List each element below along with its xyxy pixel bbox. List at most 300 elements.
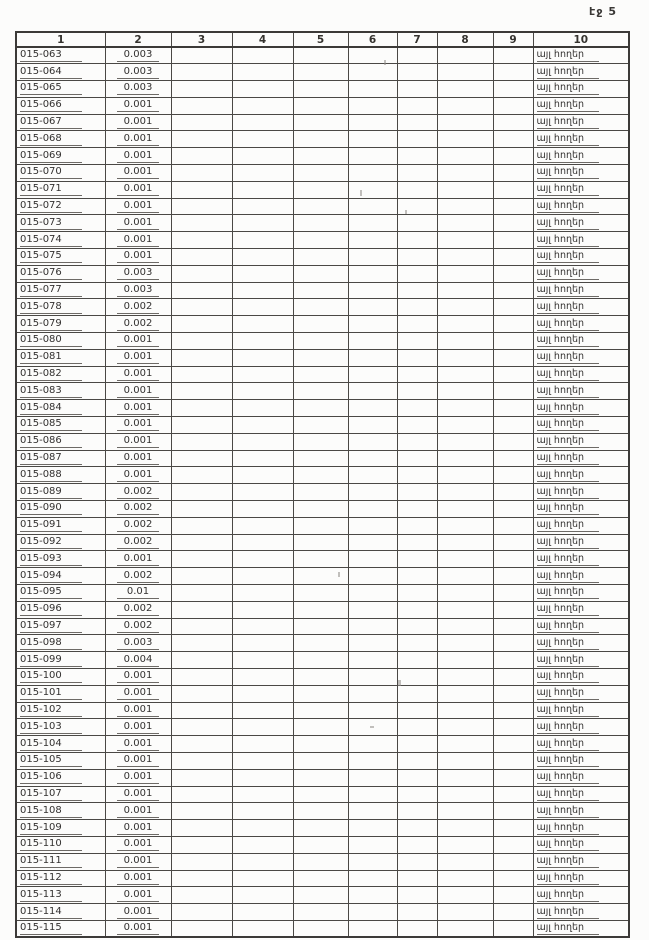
parcel-code: 015-094 [20, 570, 82, 583]
land-type-label: այլ հողեր [537, 435, 599, 448]
land-type-label: այլ հողեր [537, 822, 599, 835]
empty-cell [493, 232, 533, 249]
area-value: 0.001 [117, 469, 159, 482]
land-type-cell [533, 97, 629, 114]
area-value-cell [105, 853, 171, 870]
empty-cell [397, 282, 437, 299]
empty-cell [171, 366, 232, 383]
empty-cell [171, 131, 232, 148]
area-value: 0.002 [117, 486, 159, 499]
parcel-code-cell [16, 752, 105, 769]
land-type-cell [533, 64, 629, 81]
parcel-code-cell [16, 316, 105, 333]
empty-cell [348, 836, 397, 853]
empty-cell [171, 702, 232, 719]
area-value-cell [105, 148, 171, 165]
land-type-cell [533, 198, 629, 215]
land-type-cell [533, 131, 629, 148]
area-value: 0.003 [117, 49, 159, 62]
area-value: 0.001 [117, 670, 159, 683]
empty-cell [437, 148, 493, 165]
empty-cell [493, 887, 533, 904]
table-row [16, 517, 629, 534]
area-value-cell [105, 803, 171, 820]
empty-cell [293, 769, 348, 786]
parcel-code-cell [16, 265, 105, 282]
empty-cell [232, 820, 293, 837]
empty-cell [232, 333, 293, 350]
area-value-cell [105, 685, 171, 702]
empty-cell [232, 517, 293, 534]
empty-cell [293, 148, 348, 165]
parcel-code: 015-101 [20, 687, 82, 700]
land-type-label: այլ հողեր [537, 116, 599, 129]
empty-cell [232, 282, 293, 299]
area-value: 0.001 [117, 805, 159, 818]
empty-cell [171, 585, 232, 602]
parcel-code: 015-092 [20, 536, 82, 549]
parcel-code-cell [16, 148, 105, 165]
empty-cell [293, 618, 348, 635]
area-value: 0.001 [117, 922, 159, 935]
empty-cell [232, 433, 293, 450]
empty-cell [397, 870, 437, 887]
empty-cell [348, 333, 397, 350]
empty-cell [293, 265, 348, 282]
empty-cell [293, 215, 348, 232]
empty-cell [293, 64, 348, 81]
parcel-code: 015-066 [20, 99, 82, 112]
empty-cell [397, 366, 437, 383]
empty-cell [348, 400, 397, 417]
empty-cell [397, 467, 437, 484]
empty-cell [171, 64, 232, 81]
table-row [16, 282, 629, 299]
land-type-label: այլ հողեր [537, 217, 599, 230]
land-type-cell [533, 316, 629, 333]
empty-cell [493, 299, 533, 316]
empty-cell [293, 585, 348, 602]
empty-cell [293, 366, 348, 383]
parcel-code: 015-104 [20, 738, 82, 751]
parcel-code-cell [16, 232, 105, 249]
empty-cell [348, 853, 397, 870]
area-value: 0.001 [117, 435, 159, 448]
parcel-code-cell [16, 769, 105, 786]
parcel-code: 015-085 [20, 418, 82, 431]
empty-cell [493, 820, 533, 837]
empty-cell [171, 450, 232, 467]
empty-cell [397, 635, 437, 652]
empty-cell [437, 920, 493, 937]
land-type-label: այլ հողեր [537, 82, 599, 95]
area-value-cell [105, 433, 171, 450]
parcel-code: 015-071 [20, 183, 82, 196]
parcel-code: 015-113 [20, 889, 82, 902]
empty-cell [437, 366, 493, 383]
parcel-code-cell [16, 433, 105, 450]
empty-cell [232, 752, 293, 769]
empty-cell [397, 81, 437, 98]
empty-cell [348, 601, 397, 618]
parcel-code-cell [16, 64, 105, 81]
empty-cell [348, 786, 397, 803]
empty-cell [348, 652, 397, 669]
area-value-cell [105, 870, 171, 887]
parcel-code-cell [16, 702, 105, 719]
land-type-label: այլ հողեր [537, 788, 599, 801]
area-value-cell [105, 333, 171, 350]
land-type-cell [533, 601, 629, 618]
area-value-cell [105, 786, 171, 803]
empty-cell [437, 585, 493, 602]
empty-cell [397, 198, 437, 215]
empty-cell [348, 803, 397, 820]
empty-cell [397, 820, 437, 837]
empty-cell [348, 904, 397, 921]
land-type-cell [533, 618, 629, 635]
empty-cell [293, 249, 348, 266]
table-row [16, 534, 629, 551]
area-value: 0.001 [117, 855, 159, 868]
empty-cell [437, 685, 493, 702]
empty-cell [437, 282, 493, 299]
parcel-code: 015-114 [20, 906, 82, 919]
empty-cell [171, 820, 232, 837]
empty-cell [437, 752, 493, 769]
land-type-label: այլ հողեր [537, 838, 599, 851]
parcel-code-cell [16, 114, 105, 131]
parcel-code-cell [16, 836, 105, 853]
land-type-cell [533, 920, 629, 937]
empty-cell [293, 517, 348, 534]
empty-cell [293, 81, 348, 98]
area-value-cell [105, 618, 171, 635]
land-type-cell [533, 786, 629, 803]
empty-cell [437, 265, 493, 282]
area-value-cell [105, 232, 171, 249]
column-header-2: 2 [105, 32, 171, 47]
parcel-code-cell [16, 870, 105, 887]
parcel-code: 015-102 [20, 704, 82, 717]
empty-cell [437, 551, 493, 568]
land-type-cell [533, 181, 629, 198]
empty-cell [232, 652, 293, 669]
empty-cell [493, 467, 533, 484]
empty-cell [397, 702, 437, 719]
empty-cell [171, 685, 232, 702]
land-type-label: այլ հողեր [537, 872, 599, 885]
empty-cell [232, 383, 293, 400]
empty-cell [232, 568, 293, 585]
land-type-cell [533, 685, 629, 702]
table-row [16, 904, 629, 921]
parcel-code-cell [16, 249, 105, 266]
parcel-code-cell [16, 517, 105, 534]
table-row [16, 836, 629, 853]
empty-cell [397, 568, 437, 585]
area-value-cell [105, 501, 171, 518]
land-type-cell [533, 836, 629, 853]
scan-artifact [384, 60, 386, 65]
empty-cell [348, 316, 397, 333]
empty-cell [493, 501, 533, 518]
empty-cell [171, 668, 232, 685]
empty-cell [348, 685, 397, 702]
land-type-cell [533, 870, 629, 887]
empty-cell [397, 450, 437, 467]
empty-cell [348, 265, 397, 282]
empty-cell [348, 97, 397, 114]
land-type-label: այլ հողեր [537, 385, 599, 398]
parcel-code-cell [16, 853, 105, 870]
land-type-cell [533, 249, 629, 266]
parcel-code: 015-111 [20, 855, 82, 868]
land-parcel-table [15, 31, 630, 938]
empty-cell [493, 668, 533, 685]
parcel-code-cell [16, 685, 105, 702]
empty-cell [437, 433, 493, 450]
empty-cell [171, 836, 232, 853]
table-row [16, 920, 629, 937]
empty-cell [293, 232, 348, 249]
empty-cell [171, 517, 232, 534]
empty-cell [437, 719, 493, 736]
parcel-code-cell [16, 904, 105, 921]
empty-cell [293, 820, 348, 837]
empty-cell [232, 920, 293, 937]
land-type-label: այլ հողեր [537, 738, 599, 751]
table-row [16, 64, 629, 81]
parcel-code: 015-112 [20, 872, 82, 885]
empty-cell [397, 383, 437, 400]
empty-cell [437, 803, 493, 820]
land-type-cell [533, 853, 629, 870]
area-value: 0.001 [117, 872, 159, 885]
land-type-cell [533, 433, 629, 450]
empty-cell [232, 853, 293, 870]
empty-cell [437, 618, 493, 635]
empty-cell [437, 736, 493, 753]
empty-cell [397, 534, 437, 551]
empty-cell [437, 652, 493, 669]
parcel-code: 015-075 [20, 250, 82, 263]
empty-cell [437, 836, 493, 853]
empty-cell [348, 501, 397, 518]
area-value-cell [105, 97, 171, 114]
area-value-cell [105, 366, 171, 383]
empty-cell [493, 618, 533, 635]
empty-cell [493, 131, 533, 148]
empty-cell [171, 635, 232, 652]
empty-cell [437, 601, 493, 618]
scan-artifact [370, 726, 374, 728]
empty-cell [437, 450, 493, 467]
land-type-label: այլ հողեր [537, 486, 599, 499]
empty-cell [397, 736, 437, 753]
empty-cell [397, 165, 437, 182]
area-value: 0.001 [117, 133, 159, 146]
table-row [16, 803, 629, 820]
land-type-cell [533, 383, 629, 400]
empty-cell [348, 534, 397, 551]
area-value-cell [105, 349, 171, 366]
parcel-code-cell [16, 534, 105, 551]
empty-cell [348, 870, 397, 887]
empty-cell [293, 551, 348, 568]
area-value-cell [105, 668, 171, 685]
empty-cell [232, 601, 293, 618]
land-type-cell [533, 299, 629, 316]
empty-cell [232, 400, 293, 417]
table-row [16, 702, 629, 719]
empty-cell [232, 685, 293, 702]
land-type-label: այլ հողեր [537, 66, 599, 79]
land-type-label: այլ հողեր [537, 284, 599, 297]
empty-cell [293, 282, 348, 299]
area-value-cell [105, 585, 171, 602]
empty-cell [293, 601, 348, 618]
empty-cell [348, 165, 397, 182]
empty-cell [171, 786, 232, 803]
empty-cell [171, 719, 232, 736]
land-type-label: այլ հողեր [537, 267, 599, 280]
empty-cell [348, 232, 397, 249]
area-value-cell [105, 752, 171, 769]
parcel-code-cell [16, 333, 105, 350]
empty-cell [437, 215, 493, 232]
empty-cell [232, 349, 293, 366]
area-value: 0.001 [117, 150, 159, 163]
empty-cell [232, 769, 293, 786]
empty-cell [232, 198, 293, 215]
empty-cell [348, 114, 397, 131]
land-type-label: այլ հողեր [537, 771, 599, 784]
land-type-label: այլ հողեր [537, 502, 599, 515]
land-type-cell [533, 450, 629, 467]
empty-cell [232, 131, 293, 148]
area-value-cell [105, 47, 171, 64]
empty-cell [493, 450, 533, 467]
empty-cell [171, 316, 232, 333]
empty-cell [397, 618, 437, 635]
empty-cell [437, 47, 493, 64]
land-type-label: այլ հողեր [537, 402, 599, 415]
empty-cell [397, 181, 437, 198]
table-row [16, 433, 629, 450]
empty-cell [397, 47, 437, 64]
empty-cell [397, 114, 437, 131]
area-value: 0.002 [117, 570, 159, 583]
land-type-label: այլ հողեր [537, 687, 599, 700]
empty-cell [493, 803, 533, 820]
empty-cell [293, 786, 348, 803]
empty-cell [348, 551, 397, 568]
empty-cell [348, 450, 397, 467]
land-type-label: այլ հողեր [537, 368, 599, 381]
parcel-code: 015-115 [20, 922, 82, 935]
area-value-cell [105, 64, 171, 81]
parcel-code: 015-082 [20, 368, 82, 381]
table-row [16, 887, 629, 904]
empty-cell [171, 81, 232, 98]
area-value-cell [105, 887, 171, 904]
empty-cell [397, 249, 437, 266]
parcel-code: 015-076 [20, 267, 82, 280]
land-type-label: այլ հողեր [537, 889, 599, 902]
empty-cell [232, 64, 293, 81]
empty-cell [493, 165, 533, 182]
parcel-code: 015-080 [20, 334, 82, 347]
parcel-code-cell [16, 568, 105, 585]
parcel-code-cell [16, 719, 105, 736]
parcel-code-cell [16, 47, 105, 64]
parcel-code-cell [16, 501, 105, 518]
land-type-cell [533, 652, 629, 669]
land-type-label: այլ հողեր [537, 250, 599, 263]
parcel-code-cell [16, 635, 105, 652]
parcel-code: 015-084 [20, 402, 82, 415]
land-type-label: այլ հողեր [537, 452, 599, 465]
empty-cell [493, 702, 533, 719]
area-value: 0.001 [117, 402, 159, 415]
empty-cell [293, 484, 348, 501]
empty-cell [348, 702, 397, 719]
empty-cell [293, 836, 348, 853]
empty-cell [397, 786, 437, 803]
empty-cell [493, 181, 533, 198]
empty-cell [232, 232, 293, 249]
table-row [16, 165, 629, 182]
empty-cell [293, 685, 348, 702]
parcel-code: 015-079 [20, 318, 82, 331]
area-value: 0.002 [117, 502, 159, 515]
empty-cell [348, 282, 397, 299]
parcel-code-cell [16, 417, 105, 434]
empty-cell [348, 568, 397, 585]
empty-cell [293, 349, 348, 366]
empty-cell [232, 585, 293, 602]
area-value-cell [105, 517, 171, 534]
area-value: 0.001 [117, 788, 159, 801]
land-type-cell [533, 719, 629, 736]
empty-cell [397, 920, 437, 937]
table-row [16, 417, 629, 434]
parcel-code-cell [16, 400, 105, 417]
parcel-code: 015-067 [20, 116, 82, 129]
empty-cell [293, 668, 348, 685]
land-type-cell [533, 114, 629, 131]
table-header-row [16, 32, 629, 47]
land-type-label: այլ հողեր [537, 637, 599, 650]
parcel-code-cell [16, 81, 105, 98]
empty-cell [437, 131, 493, 148]
parcel-code-cell [16, 181, 105, 198]
table-row [16, 551, 629, 568]
area-value: 0.001 [117, 183, 159, 196]
empty-cell [171, 652, 232, 669]
empty-cell [493, 64, 533, 81]
area-value-cell [105, 181, 171, 198]
empty-cell [397, 232, 437, 249]
empty-cell [493, 853, 533, 870]
empty-cell [293, 114, 348, 131]
empty-cell [348, 81, 397, 98]
empty-cell [171, 887, 232, 904]
area-value-cell [105, 114, 171, 131]
land-type-label: այլ հողեր [537, 620, 599, 633]
parcel-code: 015-097 [20, 620, 82, 633]
